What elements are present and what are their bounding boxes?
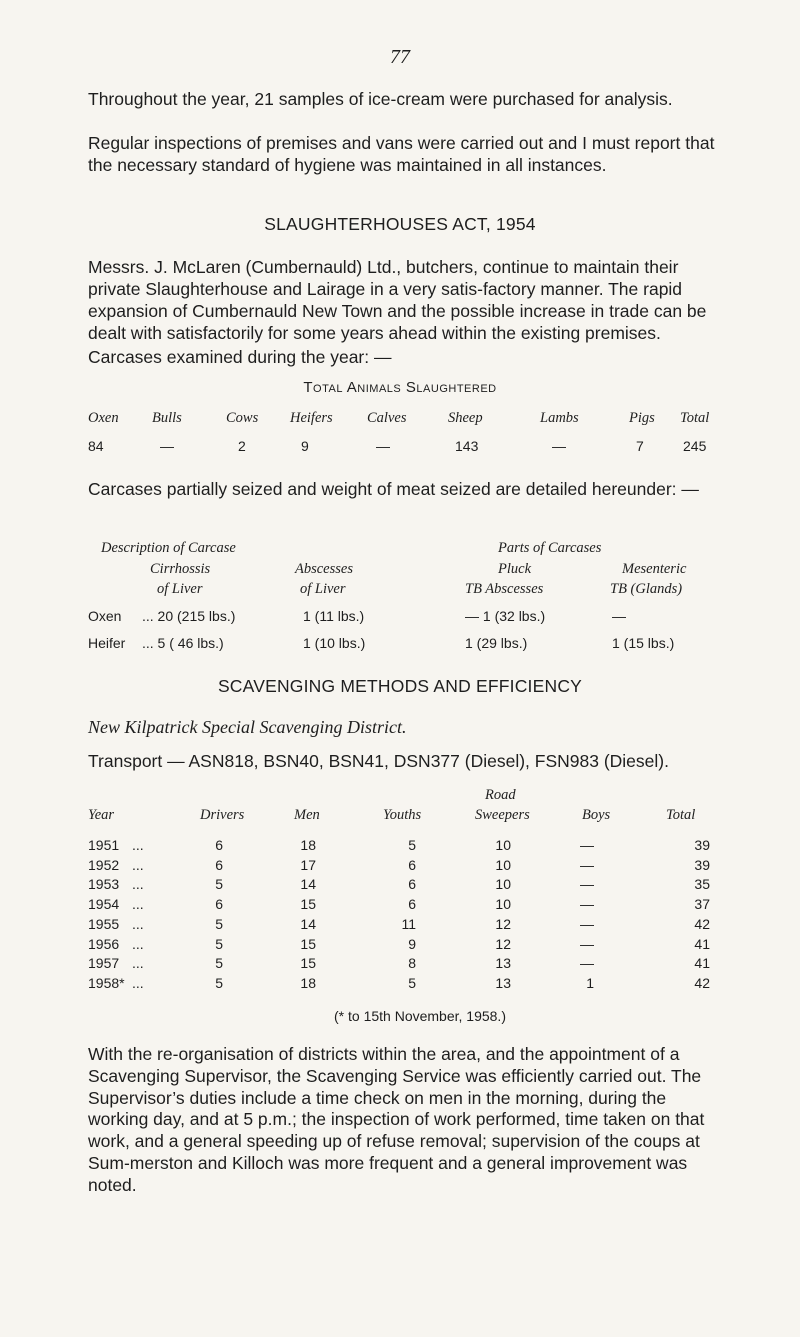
cirrhosis-header: Cirrhossis	[150, 561, 211, 577]
pluck-header: Pluck	[498, 561, 532, 577]
total-cell: 42	[694, 974, 710, 991]
road-sweepers-header: Sweepers	[475, 807, 530, 823]
men-cell: 18	[300, 837, 316, 853]
year-cell: 1954	[88, 896, 120, 913]
road-header-top: Road	[485, 787, 516, 803]
seized-paragraph: Carcases partially seized and weight of meat seized are detailed hereunder: —	[88, 479, 699, 499]
drivers-cell: 6	[215, 837, 223, 853]
men-cell: 14	[300, 915, 316, 932]
animals-value: 2	[238, 438, 246, 454]
boys-cell: —	[580, 837, 594, 853]
mesenteric-header: Mesenteric	[622, 561, 687, 577]
youths-cell: 8	[408, 955, 416, 972]
animals-value: —	[376, 438, 390, 454]
youths-cell: 6	[408, 876, 416, 893]
men-header: Men	[294, 807, 320, 823]
animals-header: Sheep	[448, 410, 483, 426]
abscesses-header-sub: of Liver	[300, 581, 346, 597]
year-cell: 1955	[88, 915, 120, 932]
leader-dots: ...	[132, 935, 144, 952]
animals-value: 84	[88, 438, 104, 454]
drivers-cell: 5	[215, 915, 223, 932]
youths-cell: 6	[408, 896, 416, 913]
year-cell: 1953	[88, 876, 120, 893]
animals-value: 143	[455, 438, 479, 454]
seized-cell: 1 (15 lbs.)	[612, 635, 675, 651]
boys-cell: —	[580, 856, 594, 873]
men-cell: 18	[300, 974, 316, 991]
animals-header: Lambs	[540, 410, 579, 426]
seized-cell: 1 (29 lbs.)	[465, 635, 528, 651]
carcases-examined-text: Carcases examined during the year: —	[88, 347, 392, 367]
seized-row-label: Heifer	[88, 635, 126, 651]
animals-table-title: Total Animals Slaughtered	[303, 379, 497, 396]
scavenging-heading: SCAVENGING METHODS AND EFFICIENCY	[217, 676, 583, 696]
youths-cell: 5	[408, 837, 416, 853]
drivers-cell: 5	[215, 974, 223, 991]
road-cell: 10	[495, 876, 511, 893]
road-cell: 13	[495, 974, 511, 991]
youths-cell: 6	[408, 856, 416, 873]
total-cell: 39	[694, 837, 710, 853]
animals-value: 7	[636, 438, 644, 454]
drivers-cell: 5	[215, 876, 223, 893]
drivers-cell: 6	[215, 856, 223, 873]
cirrhosis-header-sub: of Liver	[157, 581, 203, 597]
animals-header: Total	[680, 410, 710, 426]
total-cell: 39	[694, 856, 710, 873]
drivers-cell: 5	[215, 935, 223, 952]
year-cell: 1957	[88, 955, 120, 972]
seized-cell: 1 (10 lbs.)	[303, 635, 366, 651]
men-cell: 15	[300, 896, 316, 913]
leader-dots: ...	[132, 955, 144, 972]
description-group-header: Description of Carcase	[101, 540, 236, 556]
pluck-header-sub: TB Abscesses	[465, 581, 544, 597]
drivers-header: Drivers	[200, 807, 245, 823]
year-cell: 1958*	[88, 974, 125, 991]
youths-cell: 9	[408, 935, 416, 952]
road-cell: 10	[495, 856, 511, 873]
seized-cell: —	[612, 608, 626, 624]
seized-cell: — 1 (32 lbs.)	[465, 608, 546, 624]
district-subheading: New Kilpatrick Special Scavenging District.	[88, 717, 407, 737]
total-cell: 42	[694, 915, 710, 932]
animals-value: 9	[301, 438, 309, 454]
seized-cell: ... 5 ( 46 lbs.)	[142, 635, 224, 651]
ice-cream-paragraph: Throughout the year, 21 samples of ice-cream were purchased for analysis.	[88, 89, 673, 109]
road-cell: 12	[495, 915, 511, 932]
total-cell: 41	[694, 955, 710, 972]
year-cell: 1956	[88, 935, 120, 952]
year-header: Year	[88, 807, 115, 823]
animals-header: Bulls	[152, 410, 182, 426]
animals-value: 245	[683, 438, 707, 454]
total-cell: 41	[694, 935, 710, 952]
parts-group-header: Parts of Carcases	[498, 540, 602, 556]
total-header: Total	[666, 807, 696, 823]
leader-dots: ...	[132, 876, 144, 893]
drivers-cell: 5	[215, 955, 223, 972]
boys-cell: —	[580, 935, 594, 952]
men-cell: 17	[300, 856, 316, 873]
total-cell: 35	[694, 876, 710, 893]
mclaren-paragraph: Messrs. J. McLaren (Cumbernauld) Ltd., butchers, continue to maintain their private Slaughterhouse and Lairage in a very satis-factory manner. The rapid expansion of Cumbernauld New Town and the possible increase in trade can be dealt with satisfactorily for some years ahead within the existing premises.	[88, 257, 707, 343]
animals-header: Heifers	[290, 410, 333, 426]
slaughterhouses-heading: SLAUGHTERHOUSES ACT, 1954	[264, 214, 536, 234]
road-cell: 10	[495, 896, 511, 913]
leader-dots: ...	[132, 974, 144, 991]
year-cell: 1951	[88, 837, 120, 853]
seized-cell: ... 20 (215 lbs.)	[142, 608, 236, 624]
leader-dots: ...	[132, 837, 144, 853]
leader-dots: ...	[132, 915, 144, 932]
table-footnote: (* to 15th November, 1958.)	[334, 1008, 506, 1024]
youths-header: Youths	[383, 807, 422, 823]
animals-header: Oxen	[88, 410, 119, 426]
animals-value: —	[160, 438, 174, 454]
road-cell: 13	[495, 955, 511, 972]
youths-cell: 5	[408, 974, 416, 991]
mesenteric-header-sub: TB (Glands)	[610, 581, 683, 597]
men-cell: 15	[300, 935, 316, 952]
transport-paragraph: Transport — ASN818, BSN40, BSN41, DSN377 (Diesel), FSN983 (Diesel).	[88, 751, 669, 771]
road-cell: 12	[495, 935, 511, 952]
animals-header: Pigs	[629, 410, 655, 426]
drivers-cell: 6	[215, 896, 223, 913]
leader-dots: ...	[132, 896, 144, 913]
youths-cell: 11	[401, 915, 416, 932]
animals-header: Cows	[226, 410, 259, 426]
men-cell: 14	[300, 876, 316, 893]
boys-cell: —	[580, 876, 594, 893]
boys-cell: —	[580, 955, 594, 972]
seized-row-label: Oxen	[88, 608, 122, 624]
year-cell: 1952	[88, 856, 120, 873]
road-cell: 10	[495, 837, 511, 853]
men-cell: 15	[300, 955, 316, 972]
total-cell: 37	[694, 896, 710, 913]
animals-header: Calves	[367, 410, 407, 426]
seized-cell: 1 (11 lbs.)	[303, 608, 365, 624]
boys-header: Boys	[582, 807, 611, 823]
boys-cell: —	[580, 915, 594, 932]
animals-value: —	[552, 438, 566, 454]
closing-paragraph: With the re-organisation of districts within the area, and the appointment of a Scavenging Supervisor, the Scavenging Service was efficiently carried out. The Supervisor’s duties include a time check on men in the morning, during the working day, and at 5 p.m.; the inspection of work performed, time taken on that work, and a general speeding up of refuse removal; supervision of the coups at Sum-merston and Killoch was more frequent and a general improvement was noted.	[88, 1044, 705, 1195]
inspections-paragraph: Regular inspections of premises and vans were carried out and I must report that the necessary standard of hygiene was maintained in all instances.	[88, 133, 715, 175]
boys-cell: 1	[586, 974, 594, 991]
leader-dots: ...	[132, 856, 144, 873]
boys-cell: —	[580, 896, 594, 913]
page-number: 77	[390, 46, 410, 68]
abscesses-header: Abscesses	[295, 561, 353, 577]
